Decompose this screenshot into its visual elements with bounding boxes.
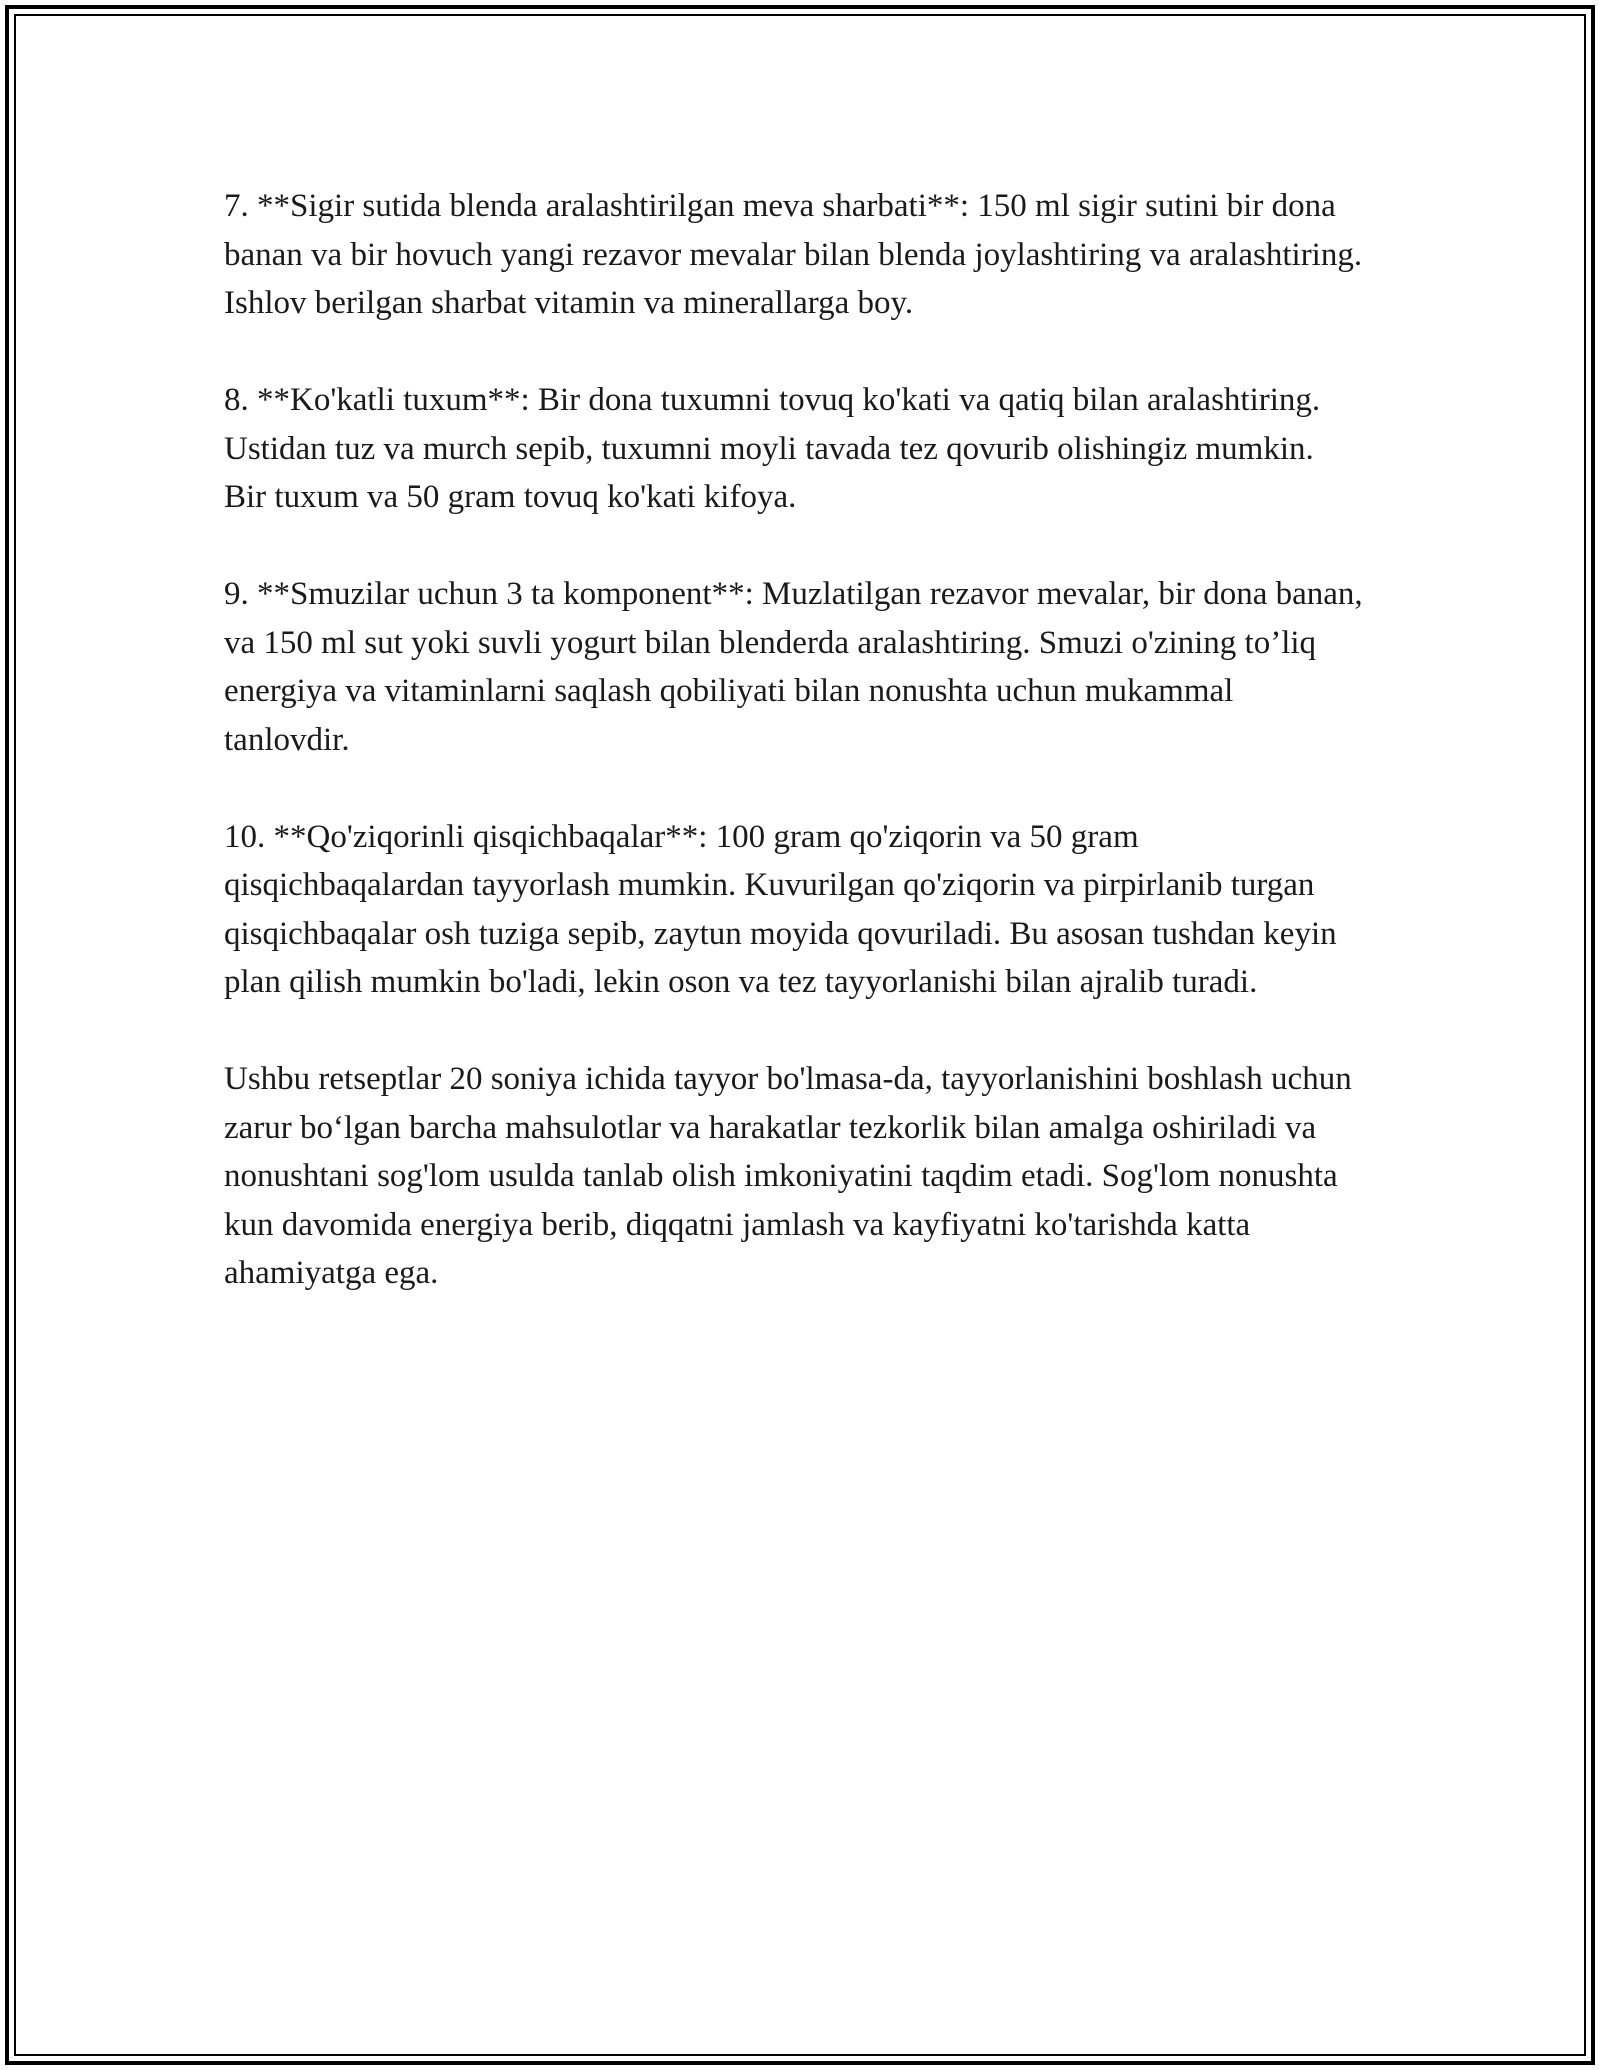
document-body (224, 182, 1364, 1346)
paragraph-recipe-8: 8. **Ko'katli tuxum**: Bir dona tuxumni tovuq ko'kati va qatiq bilan aralashtiring. Ustidan tuz va murch sepib, tuxumni moyli tavada tez qovurib olishingiz mumkin. Bir tuxum va 50 gram tovuq ko'kati kifoya. (224, 382, 1321, 515)
paragraph-conclusion: Ushbu retseptlar 20 soniya ichida tayyor bo'lmasa-da, tayyorlanishini boshlash uchun zarur bo‘lgan barcha mahsulotlar va harakatlar tezkorlik bilan amalga oshiriladi va nonushtani sog'lom usulda tanlab olish imkoniyatini taqdim etadi. Sog'lom nonushta kun davomida energiya berib, diqqatni jamlash va kayfiyatni ko'tarishda katta ahamiyatga ega. (224, 1061, 1352, 1291)
paragraph-recipe-9: 9. **Smuzilar uchun 3 ta komponent**: Muzlatilgan rezavor mevalar, bir dona banan, va 150 ml sut yoki suvli yogurt bilan blenderda aralashtiring. Smuzi o'zining to’liq energiya va vitaminlarni saqlash qobiliyati bilan nonushta uchun mukammal tanlovdir. (224, 576, 1363, 758)
paragraph-recipe-10: 10. **Qo'ziqorinli qisqichbaqalar**: 100 gram qo'ziqorin va 50 gram qisqichbaqalardan tayyorlash mumkin. Kuvurilgan qo'ziqorin va pirpirlanib turgan qisqichbaqalar osh tuziga sepib, zaytun moyida qovuriladi. Bu asosan tushdan keyin plan qilish mumkin bo'ladi, lekin oson va tez tayyorlanishi bilan ajralib turadi. (224, 818, 1337, 1000)
paragraph-recipe-7: 7. **Sigir sutida blenda aralashtirilgan meva sharbati**: 150 ml sigir sutini bir dona banan va bir hovuch yangi rezavor mevalar bilan blenda joylashtiring va aralashtiring. Ishlov berilgan sharbat vitamin va minerallarga boy. (224, 188, 1363, 321)
